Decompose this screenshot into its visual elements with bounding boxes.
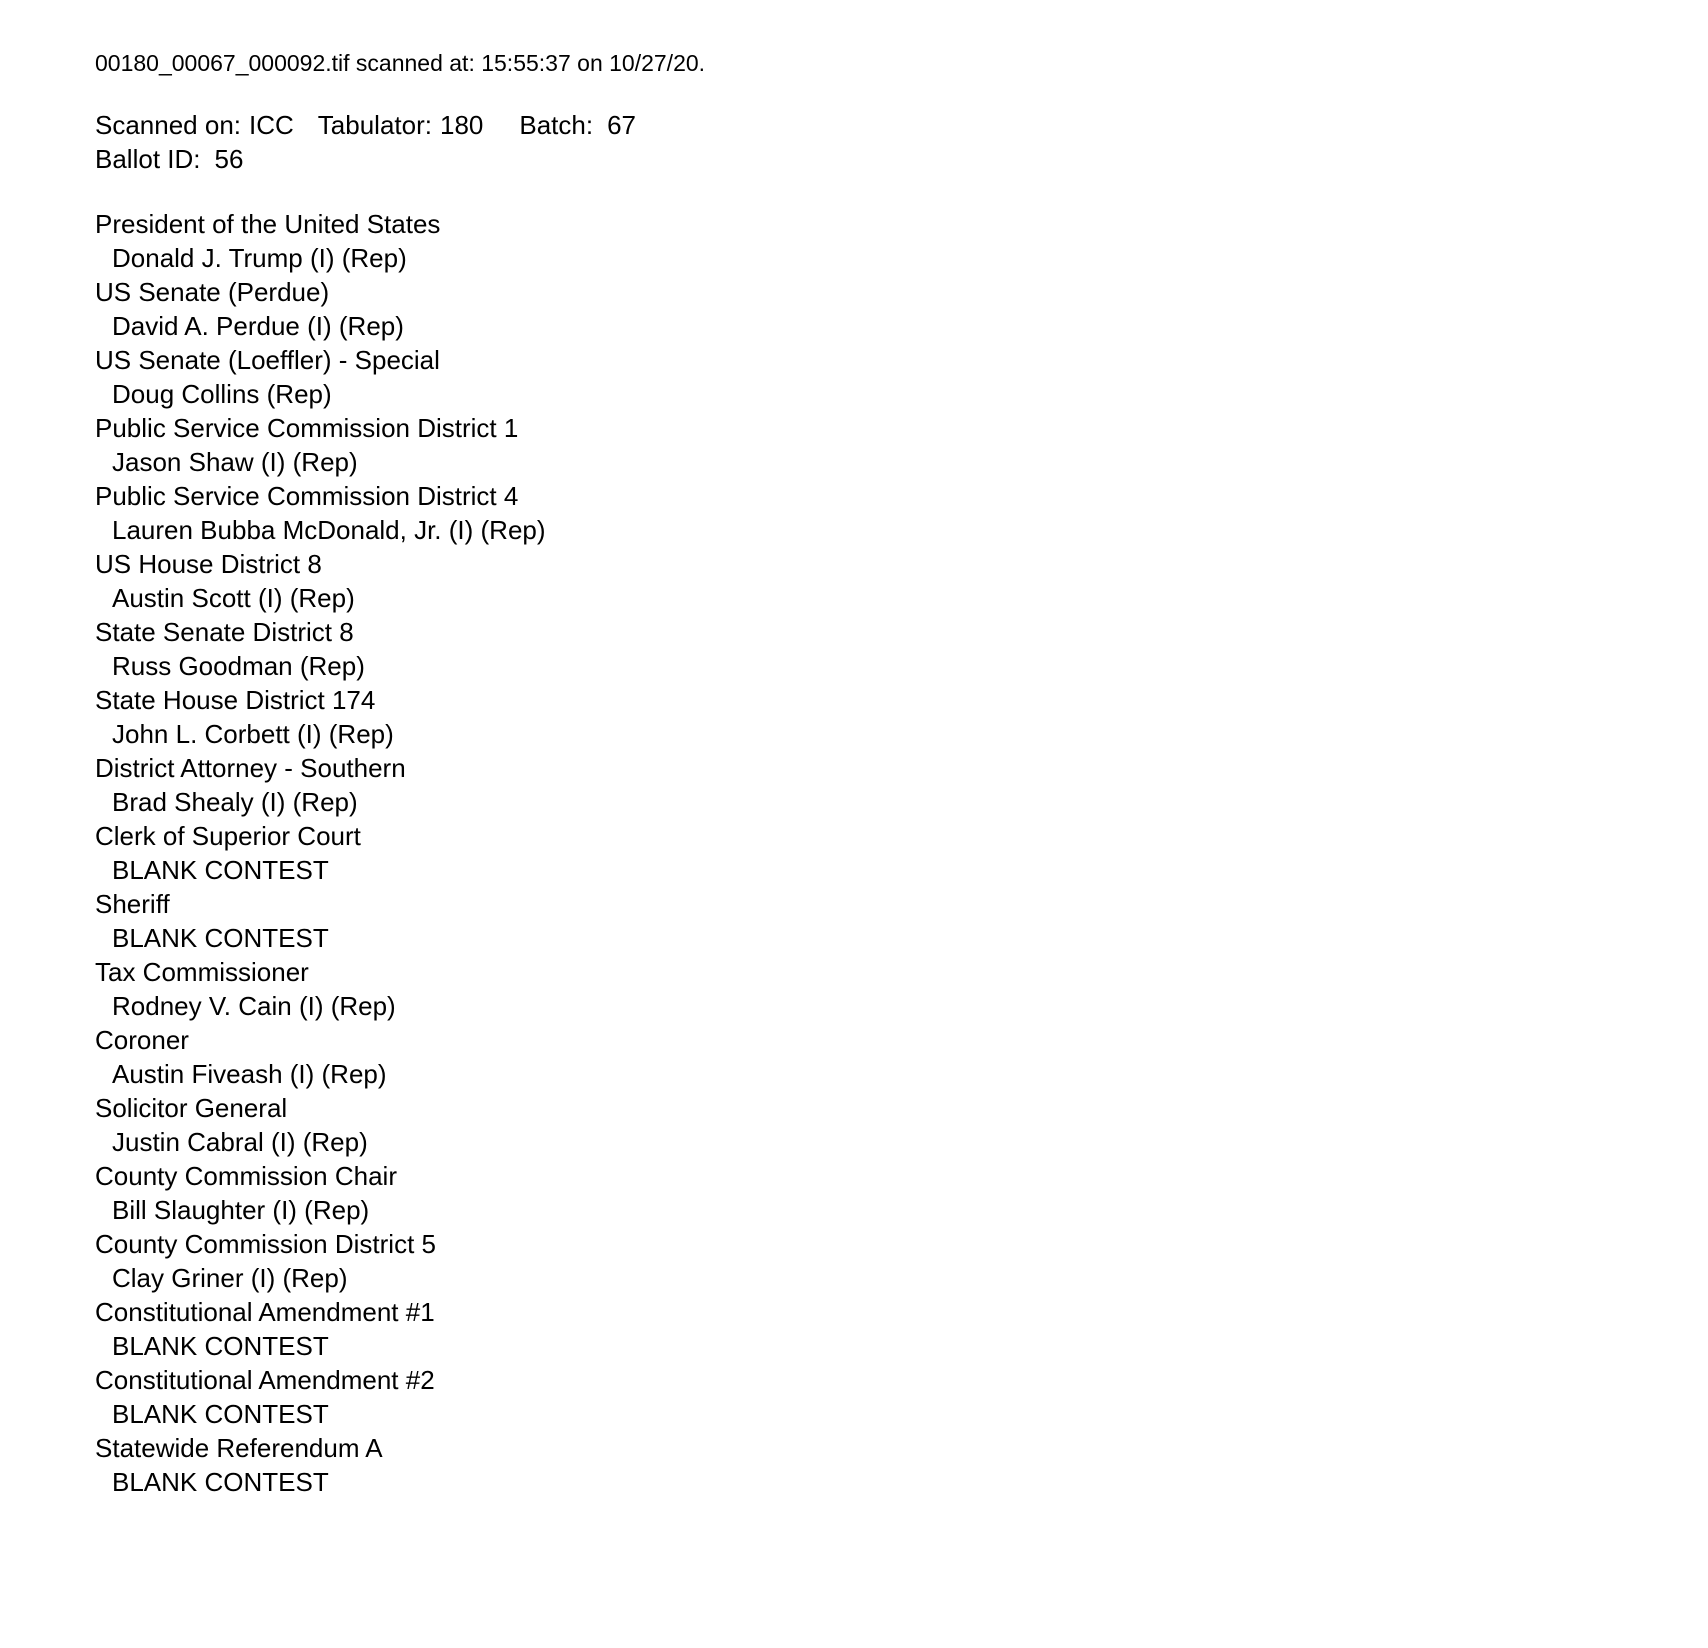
contest-entry <box>95 1363 1668 1431</box>
contest-entry <box>95 275 1668 343</box>
tabulator-label: Tabulator: <box>317 110 432 140</box>
contest-entry <box>95 683 1668 751</box>
contest-title: Statewide Referendum A <box>95 1433 383 1463</box>
contest-selection: Rodney V. Cain (I) (Rep) <box>112 991 396 1021</box>
contest-selection: Lauren Bubba McDonald, Jr. (I) (Rep) <box>112 515 546 545</box>
contest-selection: Austin Fiveash (I) (Rep) <box>112 1059 387 1089</box>
contest-title: Sheriff <box>95 889 170 919</box>
contest-selection: Doug Collins (Rep) <box>112 379 332 409</box>
ballot-id-label: Ballot ID: <box>95 144 201 174</box>
contest-entry <box>95 411 1668 479</box>
ballot-id-line <box>95 142 1668 176</box>
contest-entry <box>95 887 1668 955</box>
contest-entry <box>95 615 1668 683</box>
contest-selection: David A. Perdue (I) (Rep) <box>112 311 404 341</box>
contest-selection: Austin Scott (I) (Rep) <box>112 583 355 613</box>
contest-title: Public Service Commission District 4 <box>95 481 519 511</box>
contest-selection: Brad Shealy (I) (Rep) <box>112 787 358 817</box>
contest-selection: BLANK CONTEST <box>112 1467 329 1497</box>
contest-selection: BLANK CONTEST <box>112 1399 329 1429</box>
contest-title: County Commission District 5 <box>95 1229 436 1259</box>
contest-entry <box>95 751 1668 819</box>
ballot-id-value: 56 <box>214 144 244 174</box>
contest-selection: Jason Shaw (I) (Rep) <box>112 447 358 477</box>
tabulator-value: 180 <box>439 110 484 140</box>
contest-selection: BLANK CONTEST <box>112 1331 329 1361</box>
scan-filename-line: 00180_00067_000092.tif scanned at: 15:55:37 on 10/27/20. <box>95 50 706 76</box>
batch-value: 67 <box>607 110 637 140</box>
contest-selection: Russ Goodman (Rep) <box>112 651 365 681</box>
contest-list <box>95 207 1668 1499</box>
contest-entry <box>95 479 1668 547</box>
contest-entry <box>95 343 1668 411</box>
contest-title: Constitutional Amendment #1 <box>95 1297 435 1327</box>
contest-title: District Attorney - Southern <box>95 753 406 783</box>
contest-selection: BLANK CONTEST <box>112 855 329 885</box>
contest-title: President of the United States <box>95 209 441 239</box>
contest-entry <box>95 819 1668 887</box>
contest-selection: Donald J. Trump (I) (Rep) <box>112 243 407 273</box>
contest-title: US House District 8 <box>95 549 322 579</box>
contest-title: County Commission Chair <box>95 1161 397 1191</box>
batch-label: Batch: <box>519 110 594 140</box>
contest-entry <box>95 1091 1668 1159</box>
contest-title: Clerk of Superior Court <box>95 821 361 851</box>
contest-title: Public Service Commission District 1 <box>95 413 519 443</box>
scanned-on-label: Scanned on: <box>95 110 242 140</box>
contest-entry <box>95 207 1668 275</box>
contest-entry <box>95 1431 1668 1499</box>
scanned-on-value: ICC <box>249 110 294 140</box>
ballot-header <box>95 108 1668 176</box>
contest-selection: Justin Cabral (I) (Rep) <box>112 1127 368 1157</box>
contest-title: Tax Commissioner <box>95 957 309 987</box>
contest-selection: Bill Slaughter (I) (Rep) <box>112 1195 370 1225</box>
contest-entry <box>95 1159 1668 1227</box>
contest-title: Constitutional Amendment #2 <box>95 1365 435 1395</box>
contest-entry <box>95 1023 1668 1091</box>
contest-title: State House District 174 <box>95 685 376 715</box>
contest-selection: John L. Corbett (I) (Rep) <box>112 719 394 749</box>
scanner-info-line <box>95 108 1668 142</box>
scanned-ballot-page <box>95 48 1668 1499</box>
contest-selection: BLANK CONTEST <box>112 923 329 953</box>
contest-title: US Senate (Loeffler) - Special <box>95 345 440 375</box>
contest-title: Coroner <box>95 1025 189 1055</box>
contest-entry <box>95 547 1668 615</box>
contest-entry <box>95 1227 1668 1295</box>
contest-title: Solicitor General <box>95 1093 288 1123</box>
contest-title: US Senate (Perdue) <box>95 277 330 307</box>
contest-entry <box>95 955 1668 1023</box>
contest-title: State Senate District 8 <box>95 617 354 647</box>
contest-selection: Clay Griner (I) (Rep) <box>112 1263 348 1293</box>
contest-entry <box>95 1295 1668 1363</box>
